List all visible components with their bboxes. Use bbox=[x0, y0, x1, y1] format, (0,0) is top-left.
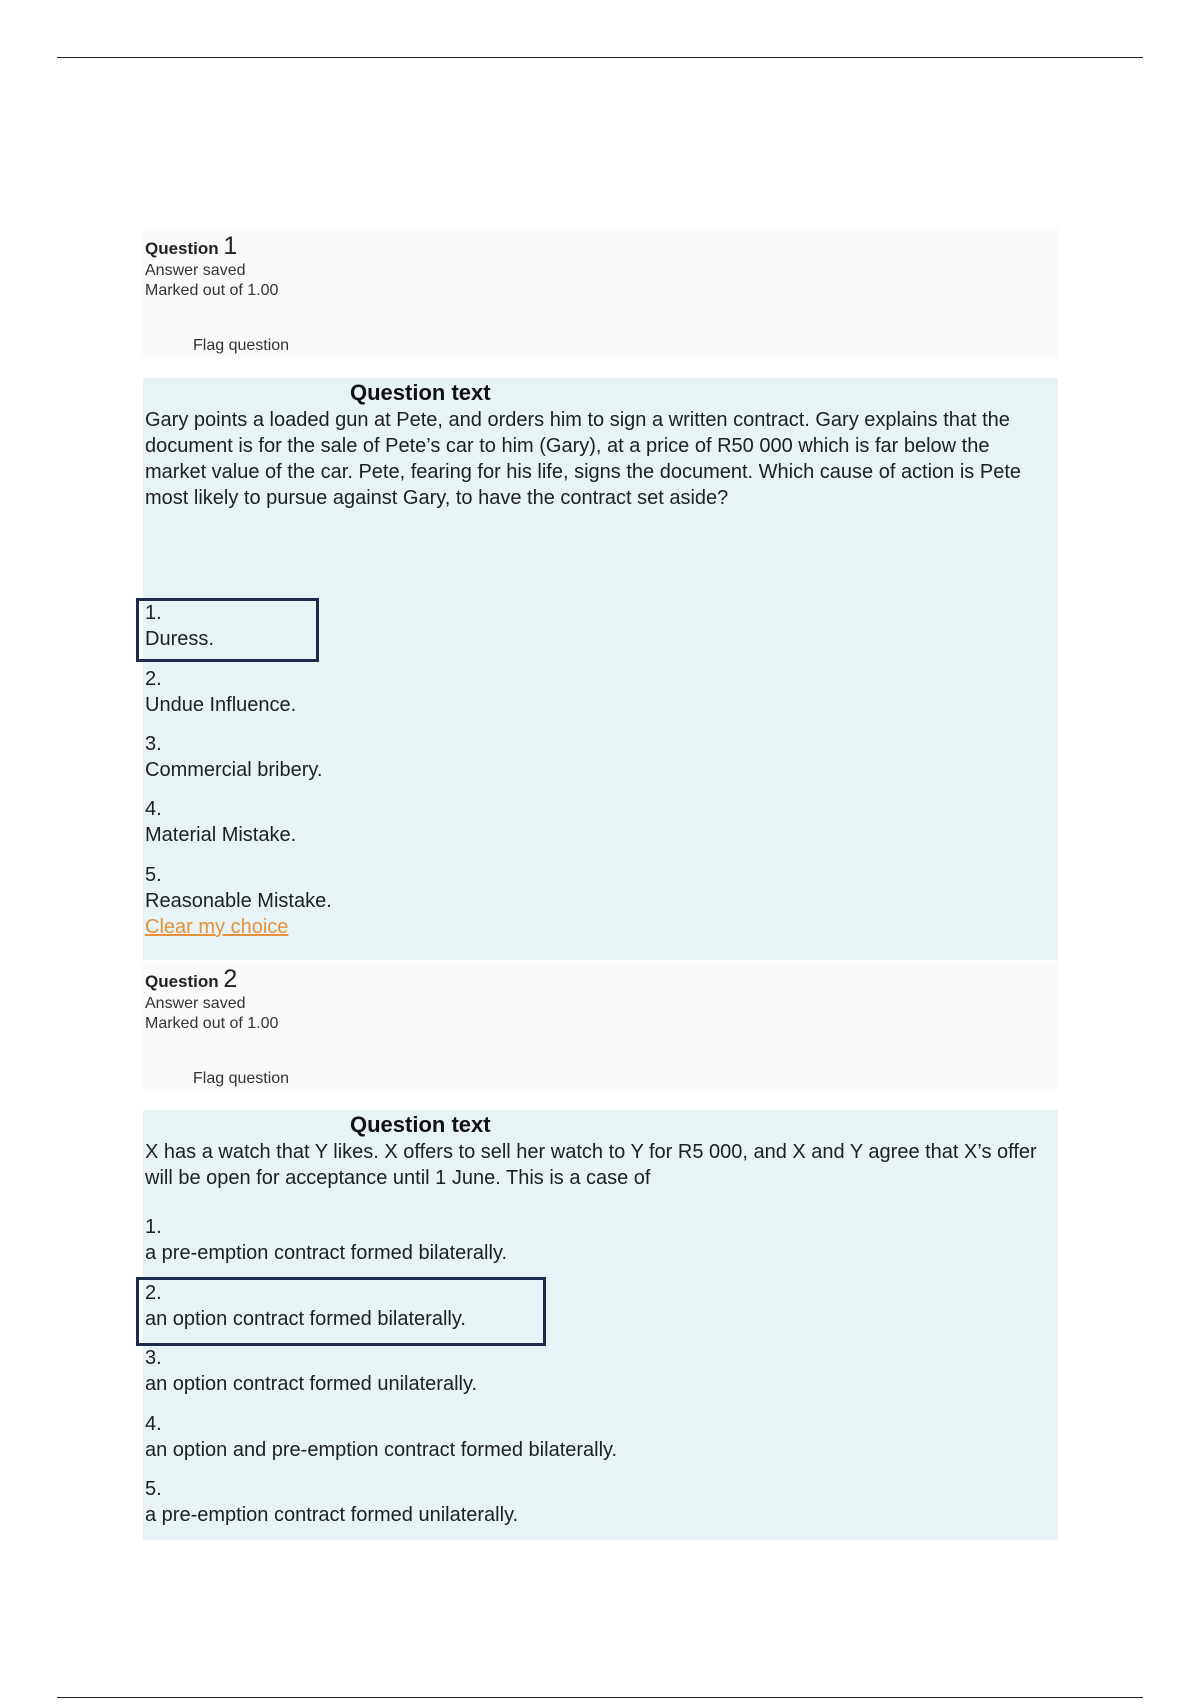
question-number-value: 2 bbox=[223, 965, 238, 993]
question-label: Question bbox=[145, 972, 219, 991]
question-text: Gary points a loaded gun at Pete, and orders him to sign a written contract. Gary explains that the document is for the sale of Pete’s car to him (Gary), at a price of R50 000 which is far below the market value of the car. Pete, fearing for his life, signs the document. Which cause of action is Pete most likely to pursue against Gary, to have the contract set aside? bbox=[145, 409, 1022, 509]
answer-state: Answer saved bbox=[145, 995, 246, 1012]
answer-option-5[interactable] bbox=[145, 862, 332, 914]
question-number bbox=[145, 232, 237, 261]
question-label: Question bbox=[145, 239, 219, 258]
question-text: X has a watch that Y likes. X offers to sell her watch to Y for R5 000, and X and Y agree that X’s offer will be open for acceptance until 1 June. This is a case of bbox=[145, 1141, 1037, 1189]
answer-number: 1. bbox=[145, 602, 162, 624]
question-text-heading: Question text bbox=[350, 380, 491, 405]
answer-text: Reasonable Mistake. bbox=[145, 890, 332, 912]
answer-number: 5. bbox=[145, 864, 162, 886]
answer-option-1[interactable] bbox=[145, 600, 214, 652]
answer-text: a pre-emption contract formed bilaterally. bbox=[145, 1242, 508, 1264]
answer-text: Undue Influence. bbox=[145, 694, 297, 716]
grade-info: Marked out of 1.00 bbox=[145, 282, 279, 299]
answer-text: Commercial bribery. bbox=[145, 759, 323, 781]
answer-option-3[interactable] bbox=[145, 731, 322, 783]
clear-my-choice-link[interactable]: Clear my choice bbox=[145, 916, 289, 938]
answer-option-3[interactable] bbox=[145, 1345, 477, 1397]
question-number bbox=[145, 965, 237, 994]
top-divider bbox=[57, 57, 1143, 58]
grade-info: Marked out of 1.00 bbox=[145, 1015, 279, 1032]
answer-text: an option and pre-emption contract formed bilaterally. bbox=[145, 1439, 618, 1461]
answer-option-4[interactable] bbox=[145, 796, 296, 848]
answer-number: 3. bbox=[145, 733, 162, 755]
answer-text: an option contract formed bilaterally. bbox=[145, 1308, 466, 1330]
answer-number: 3. bbox=[145, 1347, 162, 1369]
bottom-divider bbox=[57, 1697, 1143, 1698]
question-2-content bbox=[143, 1110, 1058, 1540]
answer-text: Material Mistake. bbox=[145, 824, 297, 846]
question-1-content bbox=[143, 378, 1058, 960]
answer-number: 4. bbox=[145, 1413, 162, 1435]
flag-question-link[interactable]: Flag question bbox=[193, 337, 290, 354]
answer-option-2[interactable] bbox=[145, 1280, 466, 1332]
question-number-value: 1 bbox=[223, 232, 238, 260]
answer-number: 5. bbox=[145, 1478, 162, 1500]
answer-state: Answer saved bbox=[145, 262, 246, 279]
answer-option-5[interactable] bbox=[145, 1476, 518, 1528]
answer-text: a pre-emption contract formed unilaterally. bbox=[145, 1504, 519, 1526]
answer-number: 4. bbox=[145, 798, 162, 820]
answer-text: an option contract formed unilaterally. bbox=[145, 1373, 478, 1395]
answer-number: 1. bbox=[145, 1216, 162, 1238]
answer-number: 2. bbox=[145, 668, 162, 690]
answer-option-2[interactable] bbox=[145, 666, 296, 718]
question-2-info bbox=[143, 961, 1058, 1091]
answer-option-4[interactable] bbox=[145, 1411, 617, 1463]
question-text-heading: Question text bbox=[350, 1112, 491, 1137]
answer-number: 2. bbox=[145, 1282, 162, 1304]
answer-option-1[interactable] bbox=[145, 1214, 507, 1266]
flag-question-link[interactable]: Flag question bbox=[193, 1070, 290, 1087]
answer-text: Duress. bbox=[145, 628, 214, 650]
question-1-info bbox=[143, 228, 1058, 359]
